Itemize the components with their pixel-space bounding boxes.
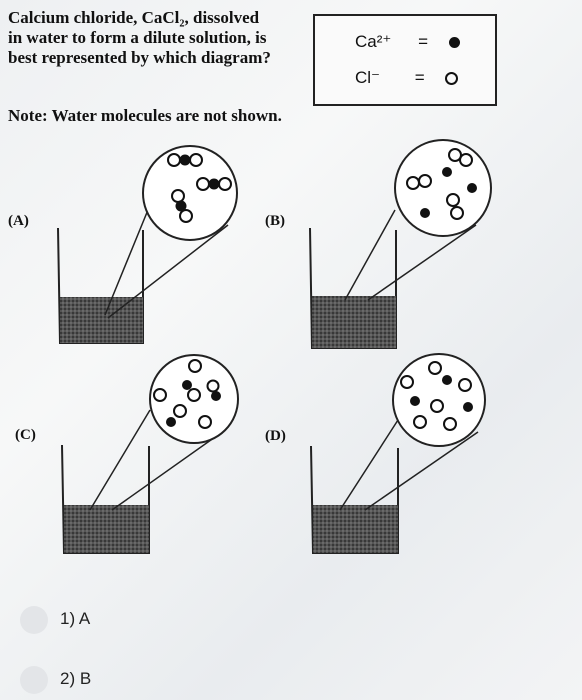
solution-fill [312, 296, 396, 348]
diagram-label-d: (D) [265, 428, 286, 444]
legend-calcium-label: Ca²⁺ [355, 32, 392, 51]
answer-option-a[interactable]: 1) A [60, 609, 91, 628]
question-line-2: in water to form a dilute solution, is [8, 28, 267, 47]
note-text: Note: Water molecules are not shown. [8, 106, 282, 125]
diagram-label-b: (B) [265, 213, 285, 229]
diagram-b [310, 140, 491, 348]
solution-fill [64, 505, 149, 553]
solution-fill [313, 505, 398, 553]
answer-option-b[interactable]: 2) B [60, 669, 92, 688]
question-line-3: best represented by which diagram? [8, 48, 271, 67]
answer-b-radio[interactable] [20, 666, 48, 694]
legend-equals: = [418, 32, 429, 51]
legend-equals: = [414, 68, 425, 87]
diagram-a [58, 146, 237, 343]
legend-chloride-label: Cl⁻ [355, 68, 381, 87]
question-line-1: Calcium chloride, CaCl₂, dissolved [8, 8, 260, 27]
diagram-d [311, 354, 485, 553]
diagram-label-a: (A) [8, 213, 29, 229]
answer-a-radio[interactable] [20, 606, 48, 634]
diagram-c [62, 355, 238, 553]
solution-fill [60, 297, 143, 343]
diagram-label-c: (C) [15, 427, 36, 443]
